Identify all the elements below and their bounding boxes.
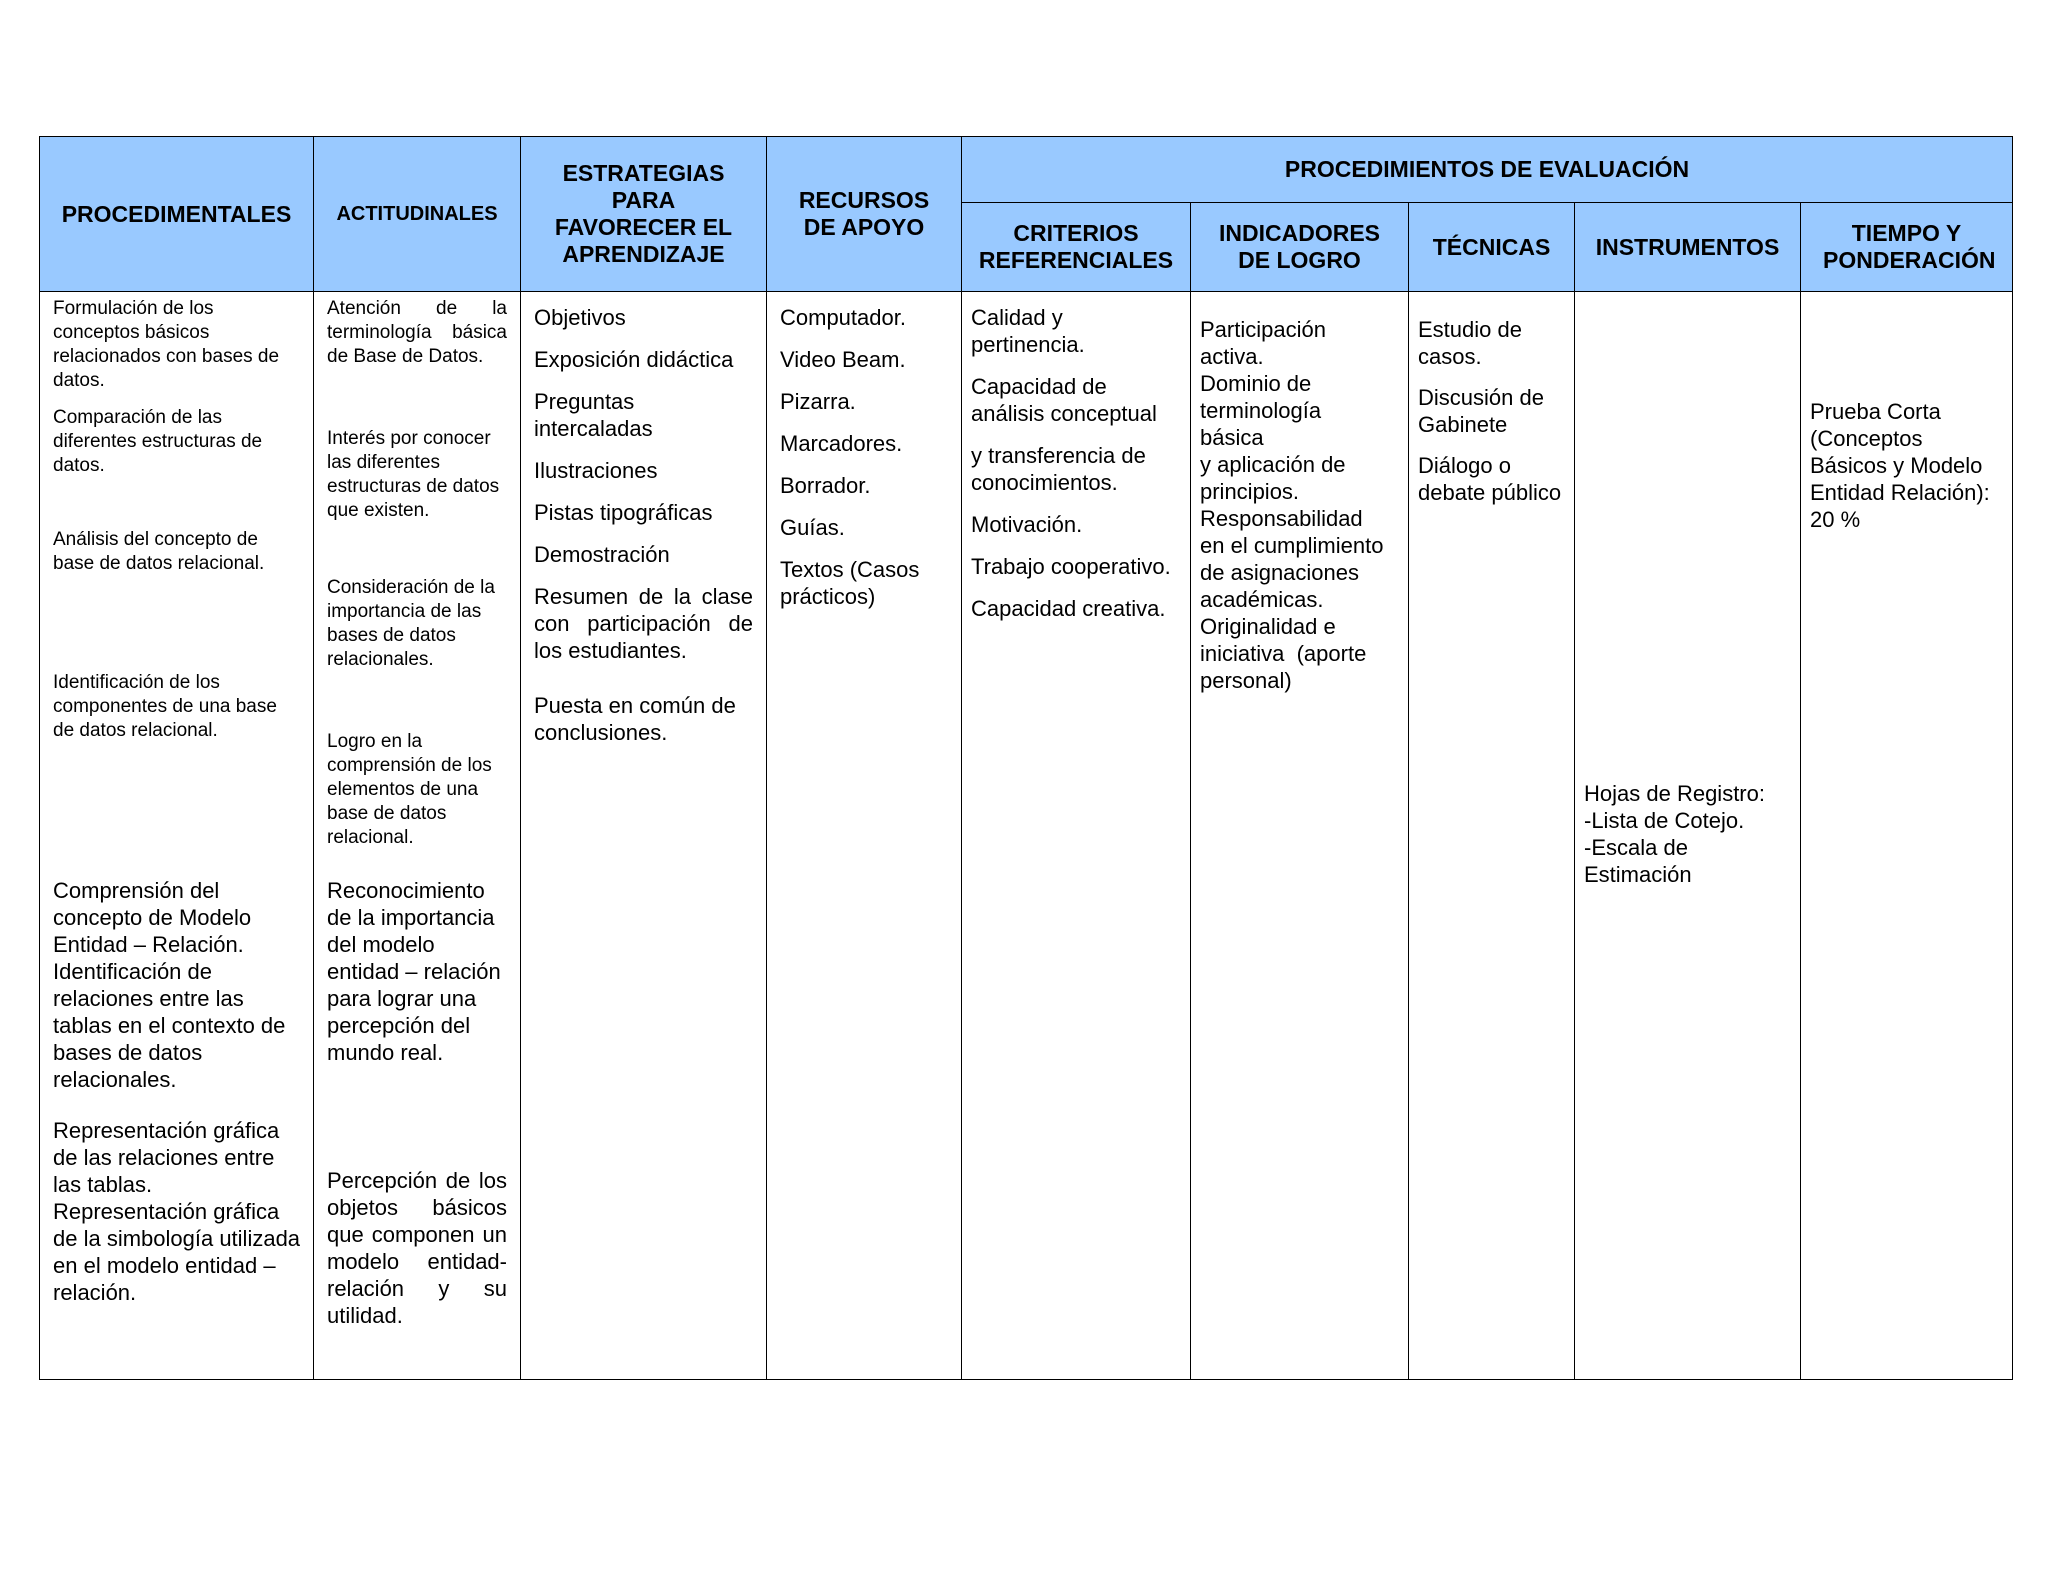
tiempo-cell [1801,292,2013,1380]
actitudinal-item: Percepción de los objetos básicos que componen un modelo entidad-relación y su utilidad. [327,1168,507,1328]
indicador-line: básica [1200,425,1264,450]
recurso-item: Guías. [780,515,845,540]
header-actitudinales: ACTITUDINALES [314,137,521,292]
indicador-line: en el cumplimiento [1200,533,1384,558]
indicador-line: personal) [1200,668,1292,693]
indicador-line: terminología [1200,398,1322,423]
indicador-line: activa. [1200,344,1264,369]
estrategias-cell [521,292,767,1380]
tecnica-item: Discusión de Gabinete [1418,385,1544,437]
header-indicadores [1191,203,1409,292]
indicador-line: académicas. [1200,587,1324,612]
recurso-item: Video Beam. [780,347,906,372]
estrategia-item: Pistas tipográficas [534,500,713,525]
header-instrumentos: INSTRUMENTOS [1575,203,1801,292]
recurso-item: Computador. [780,305,906,330]
indicador-line: iniciativa (aporte [1200,641,1367,666]
recursos-cell [767,292,962,1380]
estrategia-item: Preguntas intercaladas [534,389,653,441]
header-tiempo [1801,203,2013,292]
actitudinales-cell [314,292,521,1380]
procedimentales-cell [40,292,314,1380]
header-tiempo-label: TIEMPO Y PONDERACIÓN [1823,220,1996,273]
actitudinal-item: Reconocimiento de la importancia del modelo entidad – relación para lograr una percepción del mundo real. [327,878,501,1065]
indicador-line: Originalidad e [1200,614,1336,639]
indicador-line: y aplicación de [1200,452,1346,477]
actitudinal-item: Interés por conocer las diferentes estructuras de datos que existen. [327,428,500,521]
criterio-item: Motivación. [971,512,1083,537]
header-criterios [962,203,1191,292]
instrumento-line: Hojas de Registro: [1584,781,1765,806]
procedimental-item: Formulación de los conceptos básicos relacionados con bases de datos. [53,298,280,391]
criterio-item: Trabajo cooperativo. [971,554,1171,579]
header-recursos-label: RECURSOS DE APOYO [798,187,930,240]
tiempo-text: Prueba Corta (Conceptos Básicos y Modelo Entidad Relación): 20 % [1810,399,1990,532]
estrategia-item: Exposición didáctica [534,347,734,372]
estrategia-item: Resumen de la clase con participación de los estudiantes. [534,584,753,663]
estrategia-item: Demostración [534,542,670,567]
criterio-item: y transferencia de conocimientos. [971,443,1146,495]
indicador-line: de asignaciones [1200,560,1360,585]
recurso-item: Pizarra. [780,389,856,414]
header-estrategias-label: ESTRATEGIAS PARA FAVORECER EL APRENDIZAJE [554,160,733,267]
estrategia-item: Objetivos [534,305,626,330]
instrumento-line: -Lista de Cotejo. [1584,808,1745,833]
recurso-item: Marcadores. [780,431,903,456]
header-criterios-label: CRITERIOS REFERENCIALES [978,220,1174,273]
header-recursos [767,137,962,292]
instrumento-line: Estimación [1584,862,1692,887]
actitudinal-item: Logro en la comprensión de los elementos de una base de datos relacional. [327,731,492,848]
indicador-line: principios. [1200,479,1300,504]
criterio-item: Capacidad de análisis conceptual [971,374,1157,426]
instrumento-line: -Escala de [1584,835,1688,860]
header-tecnicas: TÉCNICAS [1409,203,1575,292]
procedimental-item: Comparación de las diferentes estructuras de datos. [53,407,263,476]
header-evaluacion: PROCEDIMIENTOS DE EVALUACIÓN [962,137,2013,203]
indicador-line: Dominio de [1200,371,1312,396]
tecnicas-cell [1409,292,1575,1380]
evaluation-plan-table [39,136,2013,1380]
procedimental-item: Representación gráfica de las relaciones entre las tablas. Representación gráfica de la simbología utilizada en el modelo entidad – relación. [53,1118,301,1305]
estrategia-item: Puesta en común de conclusiones. [534,693,736,745]
instrumentos-cell [1575,292,1801,1380]
tecnica-item: Estudio de casos. [1418,317,1522,369]
actitudinal-item: Consideración de la importancia de las bases de datos relacionales. [327,577,495,670]
estrategia-item: Ilustraciones [534,458,658,483]
criterios-cell [962,292,1191,1380]
indicadores-cell [1191,292,1409,1380]
header-procedimentales: PROCEDIMENTALES [40,137,314,292]
recurso-item: Borrador. [780,473,871,498]
indicador-line: Participación [1200,317,1326,342]
criterio-item: Capacidad creativa. [971,596,1166,621]
header-estrategias [521,137,767,292]
procedimental-item: Análisis del concepto de base de datos relacional. [53,529,265,574]
criterio-item: Calidad y pertinencia. [971,305,1085,357]
actitudinal-item: Atención de la terminología básica de Base de Datos. [327,298,507,367]
recurso-item: Textos (Casos prácticos) [780,557,920,609]
procedimental-item: Identificación de los componentes de una base de datos relacional. [53,672,277,741]
header-indicadores-label: INDICADORES DE LOGRO [1218,220,1380,273]
indicador-line: Responsabilidad [1200,506,1363,531]
procedimental-item: Comprensión del concepto de Modelo Entidad – Relación. Identificación de relaciones entre las tablas en el contexto de bases de datos relacionales. [53,878,286,1092]
tecnica-item: Diálogo o debate público [1418,453,1562,505]
